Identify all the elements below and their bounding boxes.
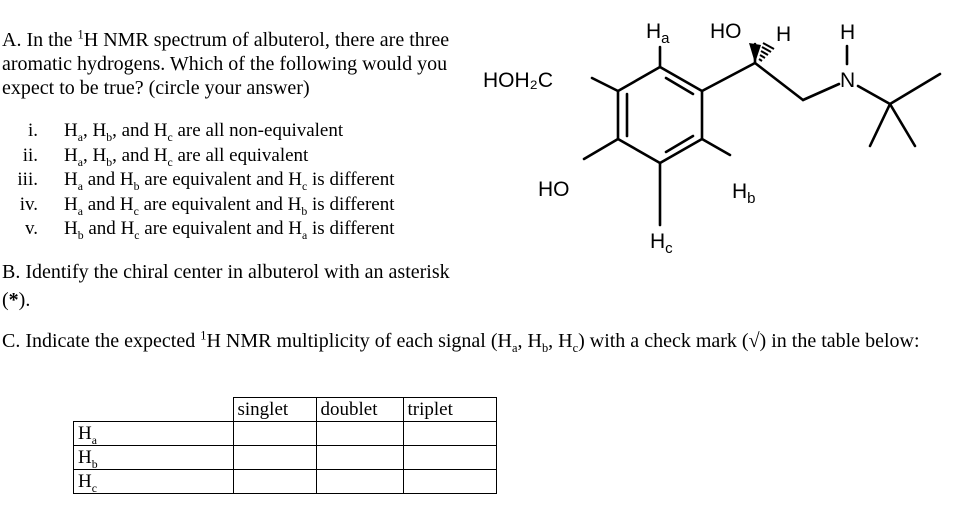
table-row	[74, 422, 497, 446]
row-label-hc: $H_c$	[74, 470, 234, 494]
header-triplet: triplet	[403, 398, 496, 422]
structure-bonds	[584, 44, 940, 225]
answer-option[interactable]	[2, 144, 309, 169]
option-text: $H_b$ and $H_c$ are equivalent and $H_a$ is different	[64, 218, 395, 242]
hc-label: $H_c$	[650, 230, 673, 257]
question-b: B. Identify the chiral center in albuterol with an asterisk (*).	[2, 261, 450, 311]
cell-hc-doublet[interactable]	[316, 470, 403, 494]
hb-label: $H_b$	[732, 180, 756, 207]
ch2oh-bond	[592, 78, 618, 91]
option-number: i.	[27, 120, 38, 141]
answer-option[interactable]	[2, 217, 395, 242]
option-number: iii.	[17, 169, 38, 190]
cell-hb-triplet[interactable]	[403, 446, 496, 470]
hashed-wedge	[759, 43, 774, 61]
nh-h-label: H	[840, 21, 856, 44]
chain-bond-3	[803, 84, 839, 100]
chain-bond-2	[755, 63, 803, 100]
cell-hb-doublet[interactable]	[316, 446, 403, 470]
cell-hb-singlet[interactable]	[233, 446, 316, 470]
header-singlet: singlet	[233, 398, 316, 422]
n-c-bond	[858, 86, 890, 104]
table-corner	[74, 398, 234, 422]
tbu-methyl-2	[870, 104, 890, 146]
h-stereo-label: H	[776, 23, 792, 46]
table-header-row	[74, 398, 497, 422]
option-text: $H_a$ and $H_c$ are equivalent and $H_b$ is different	[64, 193, 395, 218]
table-row	[74, 446, 497, 470]
cell-hc-singlet[interactable]	[233, 470, 316, 494]
row-label-hb: $H_b$	[74, 446, 234, 470]
multiplicity-table	[73, 397, 497, 494]
oh-bond	[584, 139, 618, 159]
tbu-methyl-3	[890, 104, 915, 146]
n-label: N	[840, 69, 856, 92]
option-number: v.	[24, 218, 38, 239]
question-a: A. In the $^1$H NMR spectrum of albuterol, there are three aromatic hydrogens. Which of the following would you expect to be true? (circle your answer)	[2, 27, 450, 99]
cell-ha-triplet[interactable]	[403, 422, 496, 446]
ho-ring-label: HO	[538, 178, 570, 201]
hoh2c-label: HOH₂C	[483, 69, 553, 92]
table-row	[74, 470, 497, 494]
option-text: $H_a$ and $H_b$ are equivalent and $H_c$ is different	[64, 169, 395, 193]
cell-ha-singlet[interactable]	[233, 422, 316, 446]
signal-list: $H_a$, $H_b$, $H_c$	[497, 330, 579, 355]
option-number: ii.	[22, 144, 38, 166]
option-text: $H_a$, $H_b$, and $H_c$ are all non-equivalent	[64, 120, 344, 144]
chain-bond-1	[702, 63, 755, 91]
option-text: $H_a$, $H_b$, and $H_c$ are all equivalent	[64, 144, 309, 169]
header-doublet: doublet	[316, 398, 403, 422]
cell-ha-doublet[interactable]	[316, 422, 403, 446]
double-bond-1	[666, 78, 693, 94]
question-c: C. Indicate the expected $^1$H NMR multiplicity of each signal ($H_a$, $H_b$, $H_c$) with a check mark (√) in the table below:	[2, 328, 920, 355]
option-number: iv.	[19, 193, 38, 215]
answer-option[interactable]	[2, 193, 395, 218]
row-label-ha: $H_a$	[74, 422, 234, 446]
answer-option[interactable]	[2, 119, 344, 144]
ha-label: $H_a$	[646, 20, 670, 47]
cell-hc-triplet[interactable]	[403, 470, 496, 494]
hb-bond	[702, 139, 730, 155]
answer-option[interactable]	[2, 168, 395, 193]
ho-chain-label: HO	[710, 20, 742, 43]
tbu-methyl-1	[890, 74, 940, 104]
benzene-ring	[618, 67, 702, 163]
albuterol-structure	[470, 0, 954, 270]
double-bond-2	[666, 136, 693, 152]
